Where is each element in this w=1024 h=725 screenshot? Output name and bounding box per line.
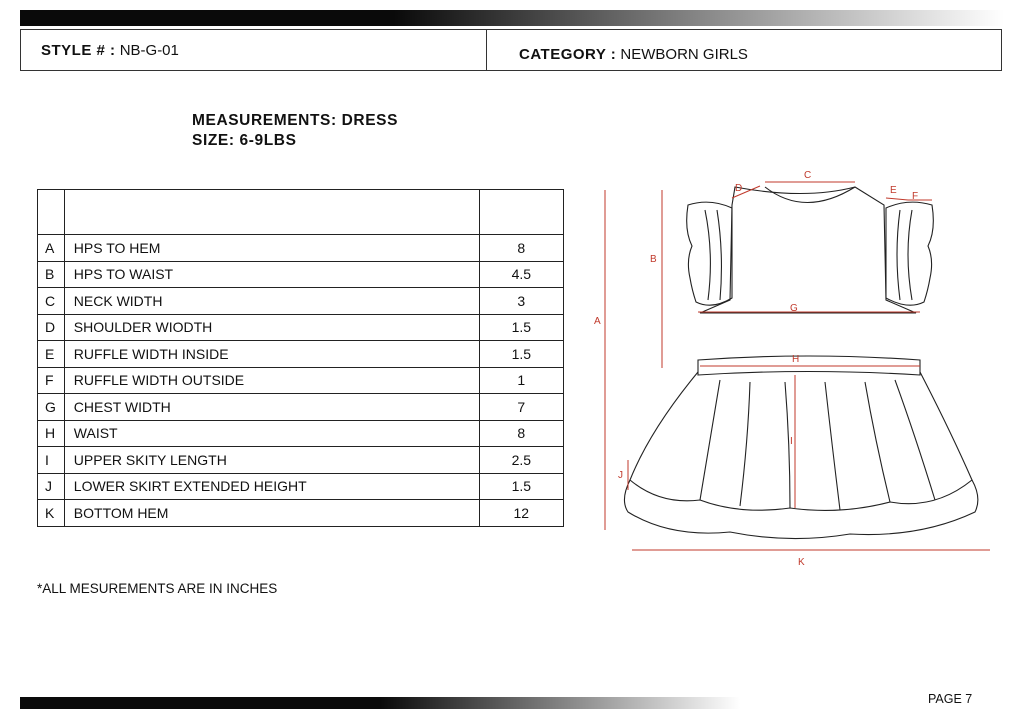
table-row [38, 288, 564, 315]
skirt-folds [700, 380, 935, 510]
measurement-table [37, 189, 564, 527]
page-number: PAGE 7 [928, 692, 973, 706]
measure-lines [605, 182, 990, 550]
row-name: SHOULDER WIODTH [64, 314, 479, 341]
row-code: K [38, 500, 65, 527]
label-g: G [790, 303, 798, 314]
row-value: 1 [479, 367, 563, 394]
label-h: H [792, 354, 800, 365]
row-code: D [38, 314, 65, 341]
row-value: 1.5 [479, 473, 563, 500]
right-ruffle [886, 202, 933, 305]
category-value: NEWBORN GIRLS [620, 46, 748, 63]
table-row [38, 420, 564, 447]
label-d: D [735, 183, 743, 194]
row-value: 8 [479, 420, 563, 447]
row-code: H [38, 420, 65, 447]
row-name: BOTTOM HEM [64, 500, 479, 527]
row-code: G [38, 394, 65, 421]
row-code: B [38, 261, 65, 288]
row-name: UPPER SKITY LENGTH [64, 447, 479, 474]
category [519, 46, 748, 63]
row-name: HPS TO HEM [64, 235, 479, 262]
header-cell-code [38, 190, 65, 235]
row-value: 1.5 [479, 314, 563, 341]
label-b: B [650, 254, 657, 265]
table-row [38, 367, 564, 394]
upper-skirt [630, 372, 972, 510]
row-name: NECK WIDTH [64, 288, 479, 315]
row-code: J [38, 473, 65, 500]
label-a: A [594, 316, 601, 327]
measurement-title [192, 111, 398, 151]
row-code: I [38, 447, 65, 474]
label-c: C [804, 170, 812, 181]
label-e: E [890, 185, 897, 196]
table-row [38, 341, 564, 368]
row-name: WAIST [64, 420, 479, 447]
right-ruffle-gathers [897, 210, 912, 300]
style-number [41, 42, 179, 59]
label-f: F [912, 191, 919, 202]
measurement-note: *ALL MESUREMENTS ARE IN INCHES [37, 581, 278, 596]
row-value: 12 [479, 500, 563, 527]
table-row [38, 447, 564, 474]
label-i: I [790, 436, 793, 447]
top-decorative-bar [20, 10, 1004, 26]
table-row [38, 394, 564, 421]
table-row [38, 261, 564, 288]
style-label: STYLE # : [41, 42, 116, 59]
row-code: E [38, 341, 65, 368]
row-name: HPS TO WAIST [64, 261, 479, 288]
row-code: C [38, 288, 65, 315]
row-value: 3 [479, 288, 563, 315]
header-cell-name [64, 190, 479, 235]
neckline [765, 187, 855, 203]
bottom-decorative-bar [20, 697, 740, 709]
row-value: 2.5 [479, 447, 563, 474]
title-line-1: MEASUREMENTS: DRESS [192, 112, 399, 129]
header-divider [486, 30, 487, 70]
title-line-2: SIZE: 6-9LBS [192, 132, 297, 149]
table-header-row [38, 190, 564, 235]
table-row [38, 235, 564, 262]
dress-sketch [590, 160, 1000, 572]
label-k: K [798, 557, 805, 568]
category-label: CATEGORY : [519, 46, 617, 63]
row-value: 7 [479, 394, 563, 421]
row-code: F [38, 367, 65, 394]
table-row [38, 314, 564, 341]
table-row [38, 473, 564, 500]
spec-header [20, 29, 1002, 71]
measure-e-line [886, 198, 908, 200]
left-ruffle-gathers [705, 210, 721, 300]
row-name: LOWER SKIRT EXTENDED HEIGHT [64, 473, 479, 500]
row-value: 8 [479, 235, 563, 262]
row-code: A [38, 235, 65, 262]
style-value: NB-G-01 [119, 42, 179, 59]
row-value: 1.5 [479, 341, 563, 368]
table-row [38, 500, 564, 527]
row-name: RUFFLE WIDTH INSIDE [64, 341, 479, 368]
label-j: J [618, 470, 623, 481]
row-value: 4.5 [479, 261, 563, 288]
row-name: CHEST WIDTH [64, 394, 479, 421]
row-name: RUFFLE WIDTH OUTSIDE [64, 367, 479, 394]
header-cell-value [479, 190, 563, 235]
